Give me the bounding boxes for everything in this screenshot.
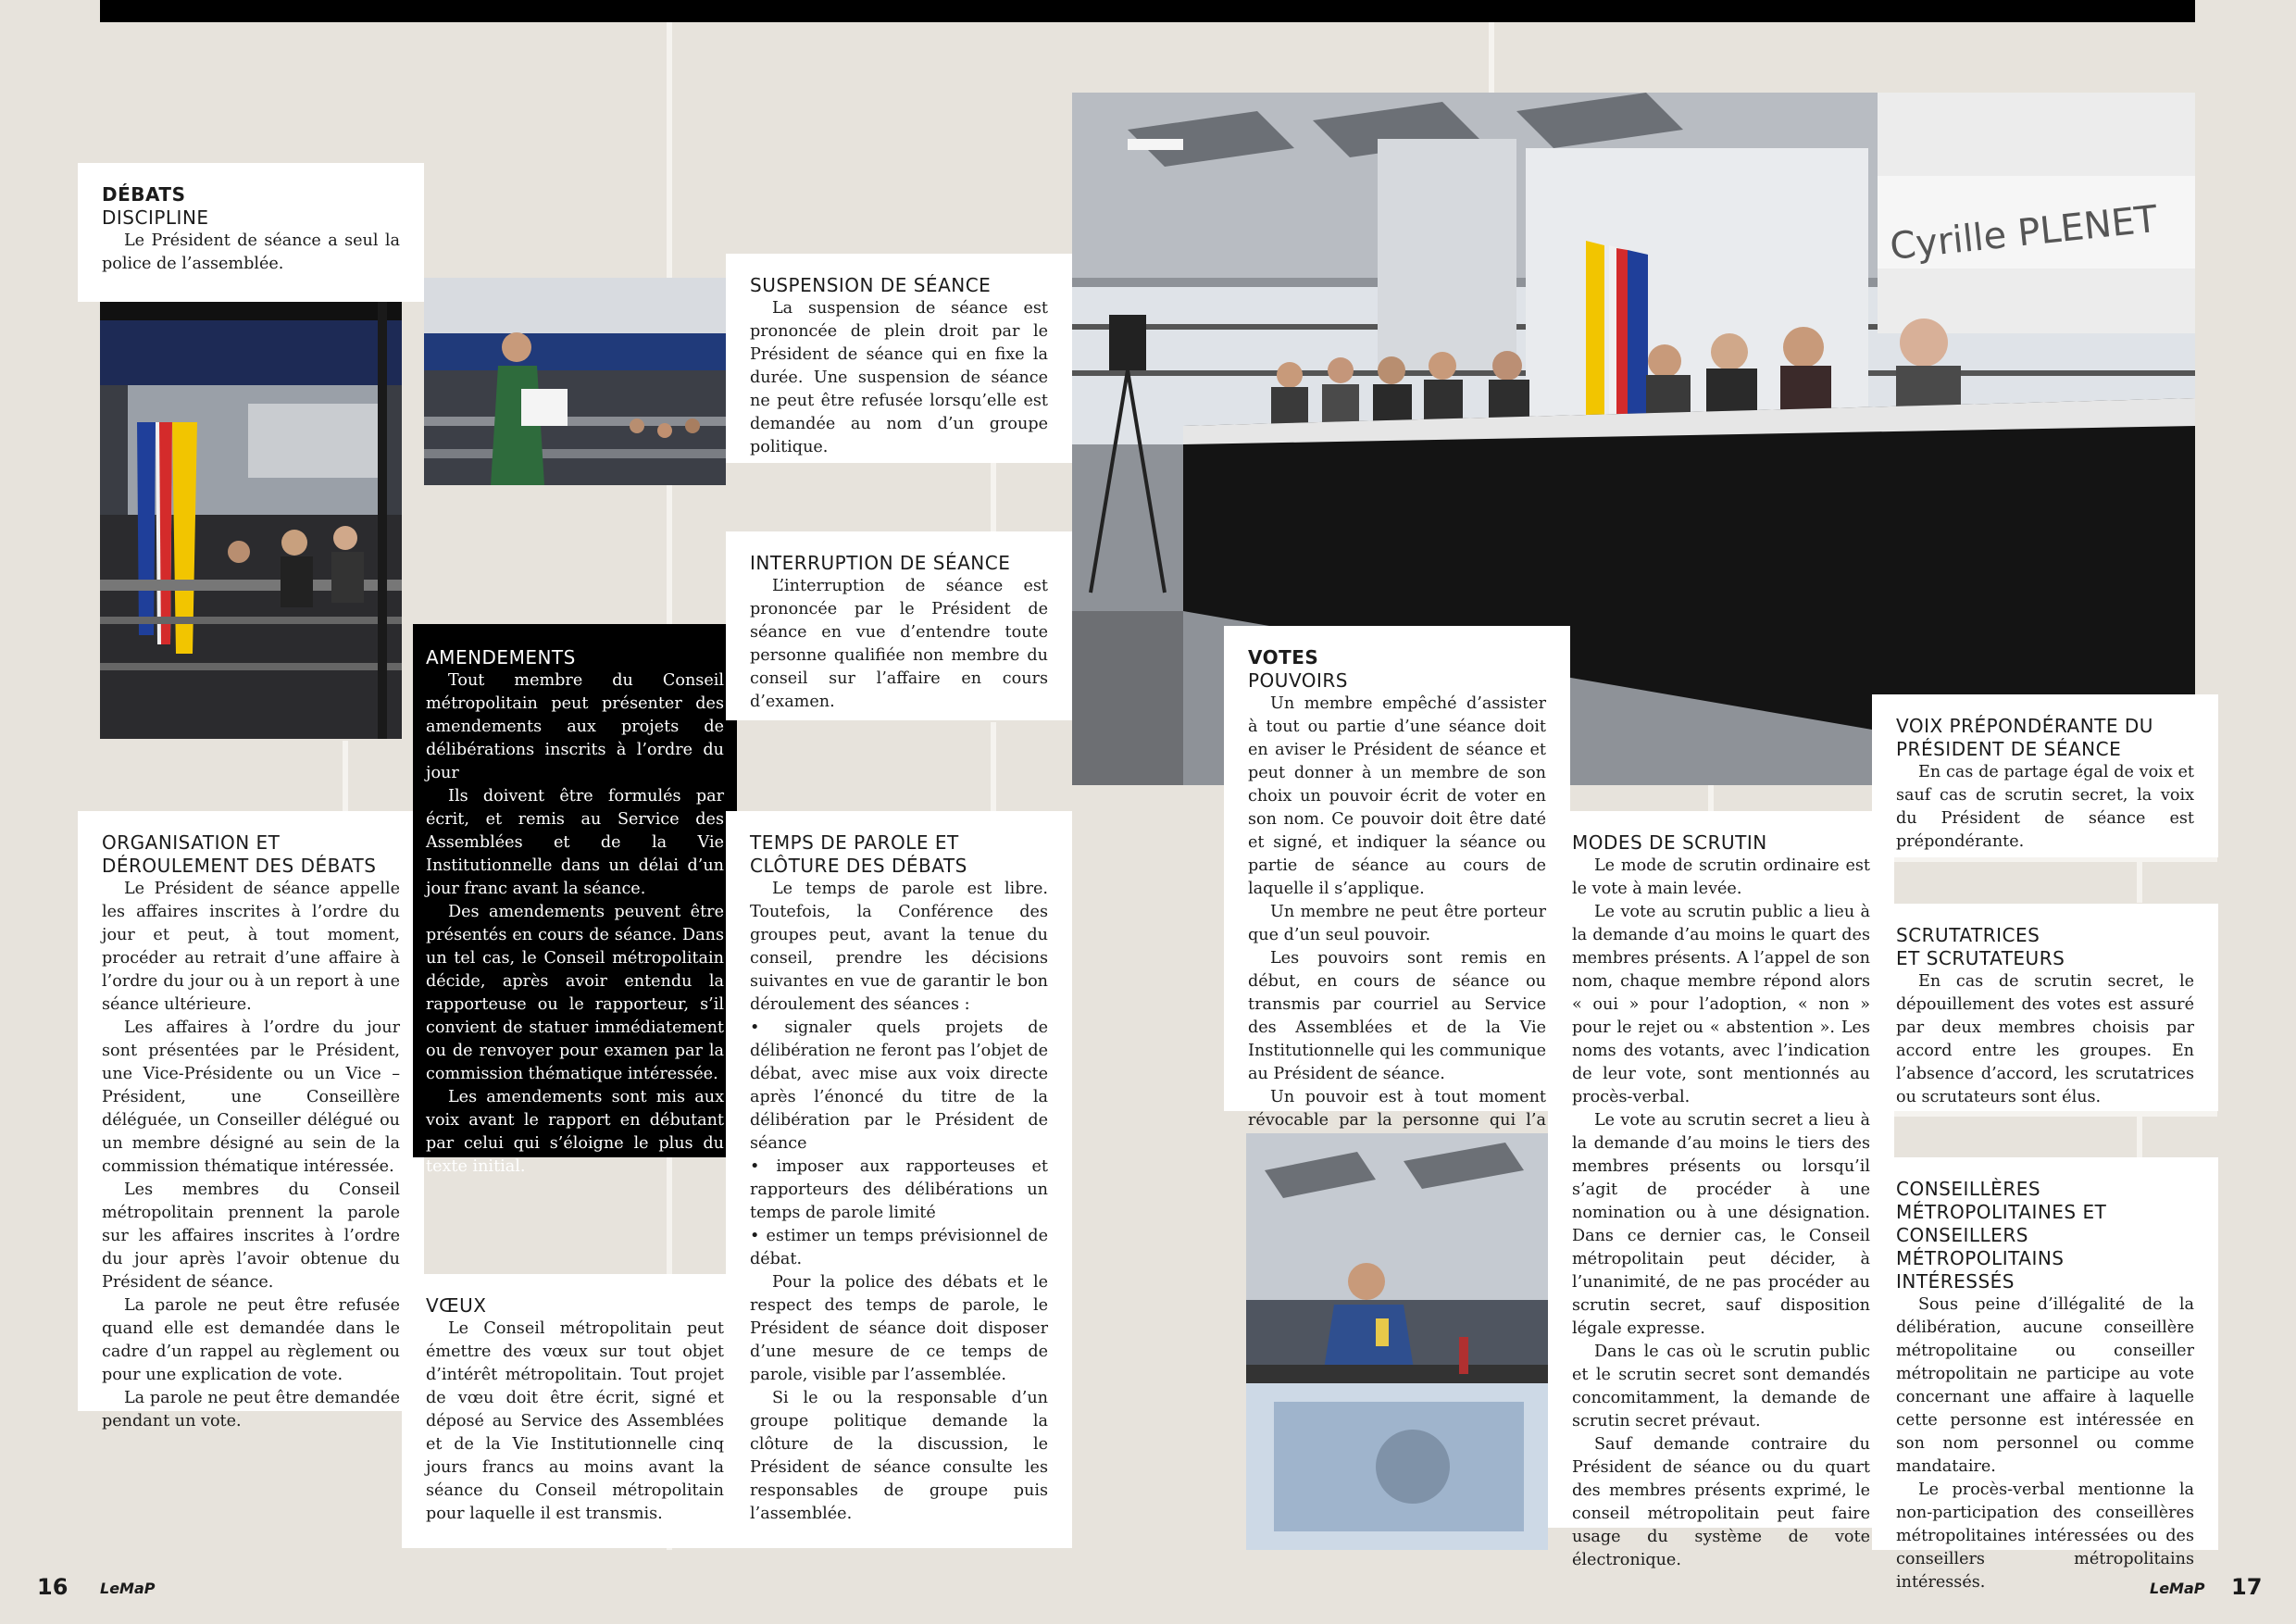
votes-p4: Un pouvoir est à tout moment révocable par la personne qui l’a — [1248, 1088, 1546, 1130]
modes-box — [1548, 811, 1894, 1569]
temps-bullet-2: • imposer aux rapporteuses et rapporteurs des délibérations un temps de parole limité — [750, 1157, 1048, 1222]
organisation-title-1: ORGANISATION ET — [102, 831, 281, 854]
modes-title: MODES DE SCRUTIN — [1572, 831, 1767, 854]
photo-hall-flags — [100, 302, 402, 739]
votes-p3: Les pouvoirs sont remis en début, en cours de séance ou transmis par courriel au Service des Assemblées et de la Vie Institutionnelle qui les communique au Président de séance. — [1248, 949, 1546, 1083]
interruption-box — [726, 531, 1072, 720]
votes-p1: Un membre empêché d’assister à tout ou partie d’une séance doit en aviser le Président de séance et peut donner à un membre de son choix un pouvoir écrit de voter en son nom. Ce pouvoir doit être daté et signé, et indiquer la séance ou partie de séance au cours de laquelle il s’applique. — [1248, 694, 1546, 898]
voix-p1: En cas de partage égal de voix et sauf cas de scrutin secret, la voix du Président de séance est prépondérante. — [1896, 763, 2194, 851]
voix-title-1: VOIX PRÉPONDÉRANTE DU — [1896, 715, 2153, 737]
page-number-left: 16 — [37, 1574, 69, 1600]
voeux-box — [402, 1274, 748, 1548]
suspension-p1: La suspension de séance est prononcée de plein droit par le Président de séance qui en fixe la durée. Une suspension de séance ne peut être refusée lorsqu’elle est demandée au nom d’un groupe politique. — [750, 299, 1048, 456]
conseilleres-title-3: CONSEILLERS MÉTROPOLITAINS — [1896, 1224, 2065, 1269]
votes-title: VOTES — [1248, 646, 1319, 668]
nameplate-text: Cyrille PLENET — [1888, 197, 2160, 269]
voeux-p1: Le Conseil métropolitain peut émettre des vœux sur tout objet d’intérêt métropolitain. Tout projet de vœu doit être écrit, signé et déposé au Service des Assemblées et de la Vie Institutionnelle cinq jours francs au moins avant la séance du Conseil métropolitain pour laquelle il est transmis. — [426, 1319, 724, 1523]
grid-line — [991, 722, 996, 815]
debats-box — [78, 163, 424, 302]
organisation-box — [78, 811, 424, 1430]
temps-title-1: TEMPS DE PAROLE ET — [750, 831, 959, 854]
grid-line — [991, 463, 996, 537]
amendements-title: AMENDEMENTS — [426, 646, 576, 668]
grid-line — [2137, 1111, 2142, 1157]
conseilleres-title-2: MÉTROPOLITAINES ET — [1896, 1201, 2107, 1223]
amendements-p2: Ils doivent être formulés par écrit, et remis au Service des Assemblées et de la Vie Institutionnelle dans un délai d’un jour franc avant la séance. — [426, 787, 724, 898]
scrutatrices-box — [1872, 904, 2218, 1111]
interruption-title: INTERRUPTION DE SÉANCE — [750, 552, 1011, 574]
scrutatrices-title-2: ET SCRUTATEURS — [1896, 947, 2065, 969]
votes-p2: Un membre ne peut être porteur que d’un seul pouvoir. — [1248, 903, 1546, 944]
grid-line — [1893, 1111, 2217, 1117]
photo-woman-reading — [424, 278, 726, 485]
interruption-p1: L’interruption de séance est prononcée par le Président de séance en vue d’entendre toute personne qualifiée non membre du conseil sur l’affaire en cours d’examen. — [750, 577, 1048, 711]
modes-p5: Sauf demande contraire du Président de séance ou du quart des membres présents exprimé, le conseil métropolitain peut faire usage du système de vote électronique. — [1572, 1435, 1870, 1569]
suspension-title: SUSPENSION DE SÉANCE — [750, 274, 992, 296]
temps-box — [726, 811, 1072, 1548]
temps-p1: Le temps de parole est libre. Toutefois, la Conférence des groupes peut, avant la tenue du conseil, prendre les décisions suivantes en vue de garantir le bon déroulement des séances : — [750, 880, 1048, 1014]
votes-box — [1224, 626, 1570, 1130]
top-bar — [100, 0, 2195, 22]
modes-p1: Le mode de scrutin ordinaire est le vote à main levée. — [1572, 856, 1870, 898]
photo-man-speaking — [1246, 1133, 1548, 1550]
organisation-p3: Les membres du Conseil métropolitain prennent la parole sur les affaires inscrites à l’ordre du jour après l’avoir obtenue du Président de séance. — [102, 1181, 400, 1292]
votes-subtitle: POUVOIRS — [1248, 669, 1349, 692]
temps-bullet-1: • signaler quels projets de délibération ne feront pas l’objet de débat, avec mise aux voix directe après l’énoncé du titre de la délibération par le Président de séance — [750, 1018, 1048, 1153]
voix-title-2: PRÉSIDENT DE SÉANCE — [1896, 738, 2122, 760]
temps-title-2: CLÔTURE DES DÉBATS — [750, 855, 967, 877]
amendements-box — [413, 624, 737, 1176]
debats-text: Le Président de séance a seul la police de l’assemblée. — [102, 231, 400, 273]
grid-line — [1489, 22, 1494, 96]
conseilleres-p1: Sous peine d’illégalité de la délibération, aucune conseillère métropolitaine ou conseiller métropolitain ne participe au vote concernant une affaire à laquelle cette personne est intéressée en son nom personnel ou comme mandataire. — [1896, 1295, 2194, 1476]
temps-p2: Pour la police des débats et le respect des temps de parole, le Président de séance doit disposer d’une mesure de ce temps de parole, visible par l’assemblée. — [750, 1273, 1048, 1384]
temps-p3: Si le ou la responsable d’un groupe politique demande la clôture de la discussion, le Président de séance consulte les responsables de groupe puis l’assemblée. — [750, 1389, 1048, 1523]
debats-subtitle: DISCIPLINE — [102, 206, 209, 229]
grid-line — [343, 741, 348, 815]
logo-left: LeMaP — [100, 1580, 156, 1597]
amendements-p3: Des amendements peuvent être présentés en cours de séance. Dans un tel cas, le Conseil métropolitain décide, après avoir entendu la rapporteuse ou le rapporteur, s’il convient de statuer immédiatement ou de renvoyer pour examen par la commission thématique intéressée. — [426, 903, 724, 1083]
organisation-title-2: DÉROULEMENT DES DÉBATS — [102, 855, 377, 877]
scrutatrices-p1: En cas de scrutin secret, le dépouillement des votes est assuré par deux membres choisis par accord entre les groupes. En l’absence d’accord, les scrutatrices ou scrutateurs sont élus. — [1896, 972, 2194, 1106]
conseilleres-p2: Le procès-verbal mentionne la non-participation des conseillères métropolitaines intéressées ou des conseillers métropolitains intéressés. — [1896, 1480, 2194, 1592]
suspension-box — [726, 254, 1072, 463]
modes-p4: Dans le cas où le scrutin public et le scrutin secret sont demandés concomitamment, la demande de scrutin secret prévaut. — [1572, 1343, 1870, 1430]
scrutatrices-title-1: SCRUTATRICES — [1896, 924, 2040, 946]
amendements-p1: Tout membre du Conseil métropolitain peut présenter des amendements aux projets de délibérations inscrits à l’ordre du jour — [426, 671, 724, 782]
grid-line — [2137, 856, 2142, 903]
voeux-title: VŒUX — [426, 1294, 487, 1317]
page-number-right: 17 — [2231, 1574, 2263, 1600]
voix-box — [1872, 694, 2218, 857]
amendements-p4: Les amendements sont mis aux voix avant le rapport en débutant par celui qui s’éloigne le plus du texte initial. — [426, 1088, 724, 1176]
temps-bullet-3: • estimer un temps prévisionnel de débat. — [750, 1227, 1048, 1268]
logo-right: LeMaP — [2150, 1580, 2205, 1597]
organisation-p5: La parole ne peut être demandée pendant un vote. — [102, 1389, 400, 1430]
debats-title: DÉBATS — [102, 183, 186, 206]
organisation-p2: Les affaires à l’ordre du jour sont présentées par le Président, une Vice-Présidente ou un Vice – Président, une Conseillère déléguée, un Conseiller délégué ou un membre désigné au sein de la commission thématique intéressée. — [102, 1018, 400, 1176]
conseilleres-title-4: INTÉRESSÉS — [1896, 1270, 2015, 1293]
organisation-p4: La parole ne peut être refusée quand elle est demandée dans le cadre d’un rappel au règlement ou pour une explication de vote. — [102, 1296, 400, 1384]
modes-p2: Le vote au scrutin public a lieu à la demande d’au moins le quart des membres présents. A l’appel de son nom, chaque membre répond alors « oui » pour l’adoption, « non » pour le rejet ou « abstention ». Les noms des votants, avec l’indication de leur vote, sont mentionnés au procès-verbal. — [1572, 903, 1870, 1106]
modes-p3: Le vote au scrutin secret a lieu à la demande d’au moins le tiers des membres présents ou lorsqu’il s’agit de procéder à une nomination ou à une désignation. Dans ce dernier cas, le Conseil métropolitain peut décider, à l’unanimité, de ne pas procéder au scrutin secret, sauf disposition légale expresse. — [1572, 1111, 1870, 1338]
conseilleres-title-1: CONSEILLÈRES — [1896, 1178, 2041, 1200]
organisation-p1: Le Président de séance appelle les affaires inscrites à l’ordre du jour et peut, à tout moment, procéder au retrait d’une affaire à l’ordre du jour ou à un report à une séance ultérieure. — [102, 880, 400, 1014]
